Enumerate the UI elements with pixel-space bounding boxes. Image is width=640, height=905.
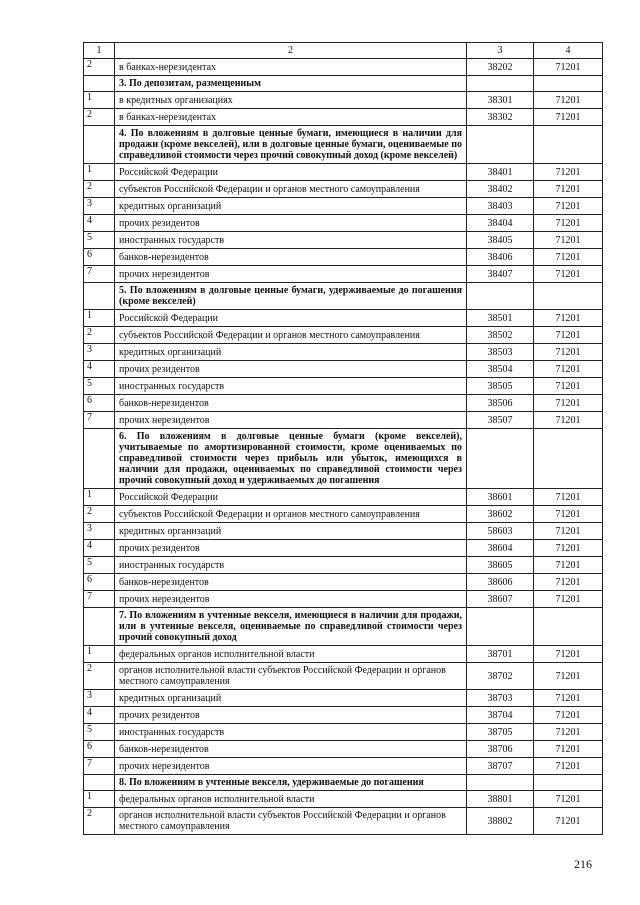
- row-description: банков-нерезидентов: [115, 574, 467, 591]
- row-number: 6: [84, 574, 115, 591]
- table-row: [84, 489, 603, 506]
- row-number: 1: [84, 791, 115, 808]
- symbol-code: 71201: [534, 540, 603, 557]
- table-row: [84, 164, 603, 181]
- symbol-code: 71201: [534, 690, 603, 707]
- row-description: в банках-нерезидентах: [115, 109, 467, 126]
- section-title: 8. По вложениям в учтенные векселя, удерживаемые до погашения: [115, 775, 467, 791]
- accounts-table-body: [84, 43, 603, 835]
- table-row: [84, 646, 603, 663]
- account-code: 38504: [467, 361, 534, 378]
- account-code: 58603: [467, 523, 534, 540]
- table-row: [84, 378, 603, 395]
- row-number: 3: [84, 523, 115, 540]
- row-number: 2: [84, 59, 115, 76]
- symbol-code: 71201: [534, 506, 603, 523]
- table-row: [84, 707, 603, 724]
- row-number: 5: [84, 378, 115, 395]
- symbol-code: 71201: [534, 707, 603, 724]
- account-code: 38605: [467, 557, 534, 574]
- account-code: 38802: [467, 808, 534, 835]
- page-number: 216: [574, 857, 592, 871]
- account-code: 38707: [467, 758, 534, 775]
- account-code: 38704: [467, 707, 534, 724]
- row-description: федеральных органов исполнительной власти: [115, 791, 467, 808]
- symbol-code: 71201: [534, 808, 603, 835]
- table-row: [84, 344, 603, 361]
- account-code: 38705: [467, 724, 534, 741]
- symbol-code: 71201: [534, 574, 603, 591]
- row-description: банков-нерезидентов: [115, 249, 467, 266]
- row-number: [84, 608, 115, 646]
- row-description: кредитных организаций: [115, 523, 467, 540]
- row-number: 6: [84, 249, 115, 266]
- symbol-code: [534, 608, 603, 646]
- row-description: иностранных государств: [115, 232, 467, 249]
- row-number: 2: [84, 506, 115, 523]
- symbol-code: [534, 429, 603, 489]
- symbol-code: 71201: [534, 523, 603, 540]
- symbol-code: 71201: [534, 181, 603, 198]
- row-number: 7: [84, 412, 115, 429]
- row-description: органов исполнительной власти субъектов Российской Федерации и органов местного самоуправления: [115, 808, 467, 835]
- row-description: прочих резидентов: [115, 215, 467, 232]
- account-code: 38501: [467, 310, 534, 327]
- row-number: 5: [84, 557, 115, 574]
- account-code: 38503: [467, 344, 534, 361]
- account-code: 38701: [467, 646, 534, 663]
- symbol-code: 71201: [534, 378, 603, 395]
- account-code: 38502: [467, 327, 534, 344]
- account-code: 38602: [467, 506, 534, 523]
- account-code: 38405: [467, 232, 534, 249]
- account-code: [467, 429, 534, 489]
- row-number: 2: [84, 181, 115, 198]
- row-description: иностранных государств: [115, 557, 467, 574]
- row-description: в кредитных организациях: [115, 92, 467, 109]
- row-number: 2: [84, 327, 115, 344]
- row-description: прочих резидентов: [115, 707, 467, 724]
- row-number: 5: [84, 232, 115, 249]
- account-code: 38507: [467, 412, 534, 429]
- section-row: [84, 775, 603, 791]
- row-number: 3: [84, 344, 115, 361]
- account-code: 38506: [467, 395, 534, 412]
- table-row: [84, 198, 603, 215]
- symbol-code: 71201: [534, 395, 603, 412]
- row-number: 2: [84, 109, 115, 126]
- row-description: иностранных государств: [115, 724, 467, 741]
- table-row: [84, 791, 603, 808]
- table-row: [84, 412, 603, 429]
- row-description: Российской Федерации: [115, 164, 467, 181]
- row-number: [84, 429, 115, 489]
- row-number: 5: [84, 724, 115, 741]
- section-row: [84, 608, 603, 646]
- table-row: [84, 808, 603, 835]
- account-code: 38706: [467, 741, 534, 758]
- account-code: 38702: [467, 663, 534, 690]
- row-description: кредитных организаций: [115, 198, 467, 215]
- row-number: 7: [84, 266, 115, 283]
- symbol-code: [534, 126, 603, 164]
- symbol-code: 71201: [534, 232, 603, 249]
- table-row: [84, 181, 603, 198]
- header-cell-1: 1: [84, 43, 115, 59]
- row-number: [84, 283, 115, 310]
- account-code: 38402: [467, 181, 534, 198]
- row-number: 1: [84, 646, 115, 663]
- account-code: 38407: [467, 266, 534, 283]
- row-description: субъектов Российской Федерации и органов местного самоуправления: [115, 327, 467, 344]
- symbol-code: 71201: [534, 59, 603, 76]
- table-row: [84, 361, 603, 378]
- row-number: 6: [84, 741, 115, 758]
- section-title: 3. По депозитам, размещенным: [115, 76, 467, 92]
- account-code: 38801: [467, 791, 534, 808]
- row-number: 3: [84, 690, 115, 707]
- symbol-code: 71201: [534, 758, 603, 775]
- symbol-code: 71201: [534, 489, 603, 506]
- account-code: [467, 283, 534, 310]
- symbol-code: 71201: [534, 741, 603, 758]
- symbol-code: 71201: [534, 724, 603, 741]
- row-description: банков-нерезидентов: [115, 741, 467, 758]
- table-row: [84, 232, 603, 249]
- table-row: [84, 92, 603, 109]
- header-cell-4: 4: [534, 43, 603, 59]
- row-description: кредитных организаций: [115, 690, 467, 707]
- row-description: прочих нерезидентов: [115, 758, 467, 775]
- table-row: [84, 690, 603, 707]
- table-row: [84, 591, 603, 608]
- symbol-code: 71201: [534, 92, 603, 109]
- row-description: субъектов Российской Федерации и органов местного самоуправления: [115, 181, 467, 198]
- symbol-code: 71201: [534, 412, 603, 429]
- table-row: [84, 758, 603, 775]
- row-description: прочих нерезидентов: [115, 266, 467, 283]
- row-description: в банках-нерезидентах: [115, 59, 467, 76]
- table-row: [84, 724, 603, 741]
- row-number: 4: [84, 540, 115, 557]
- section-title: 6. По вложениям в долговые ценные бумаги (кроме векселей), учитываемые по амортизированной стоимости, кроме оцениваемых по справедливой стоимости через прибыль или убыток, имеющихся в наличии для продажи, оцениваемых по справедливой стоимости через прочий совокупный доход и удерживаемых до погашения: [115, 429, 467, 489]
- table-row: [84, 574, 603, 591]
- account-code: 38301: [467, 92, 534, 109]
- symbol-code: 71201: [534, 327, 603, 344]
- row-number: 2: [84, 808, 115, 835]
- row-description: Российской Федерации: [115, 489, 467, 506]
- account-code: 38505: [467, 378, 534, 395]
- symbol-code: 71201: [534, 109, 603, 126]
- account-code: 38302: [467, 109, 534, 126]
- symbol-code: 71201: [534, 557, 603, 574]
- table-row: [84, 249, 603, 266]
- row-description: прочих нерезидентов: [115, 591, 467, 608]
- row-number: 4: [84, 361, 115, 378]
- row-description: иностранных государств: [115, 378, 467, 395]
- account-code: 38403: [467, 198, 534, 215]
- account-code: 38703: [467, 690, 534, 707]
- symbol-code: 71201: [534, 646, 603, 663]
- row-number: 1: [84, 92, 115, 109]
- table-row: [84, 395, 603, 412]
- table-row: [84, 310, 603, 327]
- row-number: 1: [84, 164, 115, 181]
- account-code: 38601: [467, 489, 534, 506]
- section-title: 5. По вложениям в долговые ценные бумаги, удерживаемые до погашения (кроме векселей): [115, 283, 467, 310]
- table-row: [84, 59, 603, 76]
- section-row: [84, 126, 603, 164]
- row-description: федеральных органов исполнительной власти: [115, 646, 467, 663]
- row-number: 2: [84, 663, 115, 690]
- row-description: органов исполнительной власти субъектов Российской Федерации и органов местного самоуправления: [115, 663, 467, 690]
- row-number: 6: [84, 395, 115, 412]
- row-number: 3: [84, 198, 115, 215]
- accounts-table: [83, 42, 603, 835]
- table-row: [84, 663, 603, 690]
- account-code: [467, 126, 534, 164]
- table-row: [84, 540, 603, 557]
- row-description: прочих резидентов: [115, 361, 467, 378]
- symbol-code: 71201: [534, 591, 603, 608]
- header-cell-3: 3: [467, 43, 534, 59]
- symbol-code: [534, 76, 603, 92]
- symbol-code: 71201: [534, 663, 603, 690]
- symbol-code: 71201: [534, 791, 603, 808]
- symbol-code: 71201: [534, 266, 603, 283]
- account-code: 38604: [467, 540, 534, 557]
- row-number: 7: [84, 758, 115, 775]
- row-number: 7: [84, 591, 115, 608]
- table-row: [84, 215, 603, 232]
- table-row: [84, 741, 603, 758]
- row-description: кредитных организаций: [115, 344, 467, 361]
- account-code: [467, 775, 534, 791]
- symbol-code: [534, 283, 603, 310]
- row-description: субъектов Российской Федерации и органов местного самоуправления: [115, 506, 467, 523]
- section-title: 7. По вложениям в учтенные векселя, имеющиеся в наличии для продажи, или в учтенные векселя, оцениваемые по справедливой стоимости через прочий совокупный доход: [115, 608, 467, 646]
- symbol-code: 71201: [534, 361, 603, 378]
- section-row: [84, 283, 603, 310]
- account-code: 38404: [467, 215, 534, 232]
- symbol-code: 71201: [534, 249, 603, 266]
- row-number: 1: [84, 310, 115, 327]
- symbol-code: 71201: [534, 215, 603, 232]
- row-number: 1: [84, 489, 115, 506]
- section-row: [84, 429, 603, 489]
- header-row: [84, 43, 603, 59]
- table-row: [84, 506, 603, 523]
- account-code: [467, 608, 534, 646]
- symbol-code: 71201: [534, 344, 603, 361]
- symbol-code: 71201: [534, 164, 603, 181]
- row-number: [84, 126, 115, 164]
- row-number: 4: [84, 215, 115, 232]
- account-code: 38606: [467, 574, 534, 591]
- row-number: [84, 76, 115, 92]
- row-description: прочих резидентов: [115, 540, 467, 557]
- header-cell-2: 2: [115, 43, 467, 59]
- account-code: 38406: [467, 249, 534, 266]
- row-number: 4: [84, 707, 115, 724]
- table-row: [84, 523, 603, 540]
- account-code: [467, 76, 534, 92]
- account-code: 38607: [467, 591, 534, 608]
- row-number: [84, 775, 115, 791]
- table-row: [84, 266, 603, 283]
- symbol-code: 71201: [534, 310, 603, 327]
- row-description: банков-нерезидентов: [115, 395, 467, 412]
- section-row: [84, 76, 603, 92]
- account-code: 38401: [467, 164, 534, 181]
- symbol-code: [534, 775, 603, 791]
- table-row: [84, 109, 603, 126]
- row-description: прочих нерезидентов: [115, 412, 467, 429]
- account-code: 38202: [467, 59, 534, 76]
- table-row: [84, 557, 603, 574]
- table-row: [84, 327, 603, 344]
- section-title: 4. По вложениям в долговые ценные бумаги, имеющиеся в наличии для продажи (кроме векселей), или в долговые ценные бумаги, оцениваемые по справедливой стоимости через прочий совокупный доход (кроме векселей): [115, 126, 467, 164]
- row-description: Российской Федерации: [115, 310, 467, 327]
- symbol-code: 71201: [534, 198, 603, 215]
